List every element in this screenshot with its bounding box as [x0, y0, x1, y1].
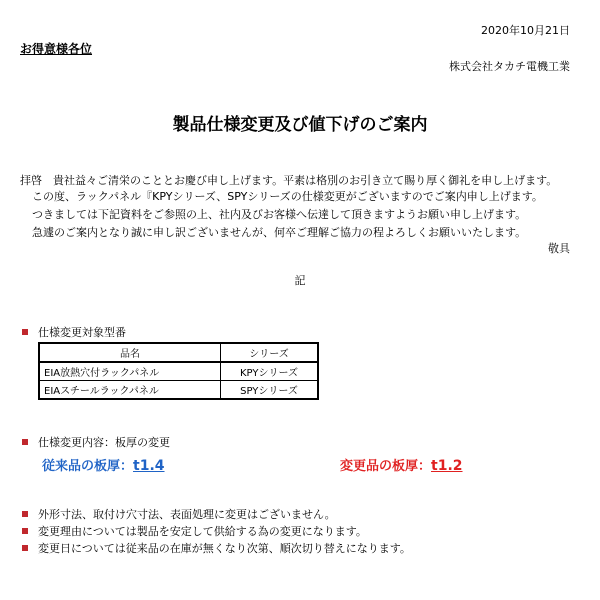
cell-series: SPYシリーズ: [221, 381, 319, 400]
note-text: 変更理由については製品を安定して供給する為の変更になります。: [38, 525, 367, 538]
closing: 敬具: [548, 242, 570, 255]
body-line-3: つきましては下記資料をご参照の上、社内及びお客様へ伝達して頂きますようお願い申し上げます。: [32, 208, 527, 221]
body-line-4: 急遽のご案内となり誠に申し訳ございませんが、何卒ご理解ご協力の程よろしくお願いいたします。: [32, 226, 527, 239]
cell-product-name: EIAスチールラックパネル: [39, 381, 221, 400]
document-date: 2020年10月21日: [481, 24, 570, 37]
note-item: [22, 506, 336, 522]
recipient: お得意様各位: [20, 42, 93, 56]
old-thickness: [42, 455, 165, 474]
section-target-models: [22, 324, 126, 340]
table-header-row: [39, 343, 318, 362]
old-thickness-label: 従来品の板厚：: [42, 459, 134, 474]
note-item: [22, 540, 411, 556]
note-item: [22, 523, 367, 539]
section-change-content: [22, 434, 170, 450]
bullet-square-icon: [22, 528, 28, 534]
greeting-line: 拝啓 貴社益々ご清栄のこととお慶び申し上げます。平素は格別のお引き立て賜り厚く御礼を申し上げます。: [20, 174, 558, 187]
cell-series: KPYシリーズ: [221, 362, 319, 381]
section-label: 仕様変更対象型番: [38, 326, 126, 339]
bullet-square-icon: [22, 511, 28, 517]
bullet-square-icon: [22, 439, 28, 445]
note-text: 外形寸法、取付け穴寸法、表面処理に変更はございません。: [38, 508, 336, 521]
new-thickness: [340, 455, 463, 474]
column-header-series: シリーズ: [221, 343, 319, 362]
table-row: [39, 362, 318, 381]
cell-product-name: EIA放熱穴付ラックパネル: [39, 362, 221, 381]
new-thickness-value: t1.2: [431, 458, 463, 474]
ki-mark: 記: [294, 274, 306, 287]
new-thickness-label: 変更品の板厚：: [340, 459, 432, 474]
table-row: [39, 381, 318, 400]
section-label: 仕様変更内容：板厚の変更: [38, 436, 170, 449]
bullet-square-icon: [22, 329, 28, 335]
bullet-square-icon: [22, 545, 28, 551]
company-name: 株式会社タカチ電機工業: [449, 60, 570, 73]
old-thickness-value: t1.4: [133, 458, 165, 474]
models-table: [38, 342, 319, 400]
column-header-name: 品名: [39, 343, 221, 362]
body-line-2: この度、ラックパネル『KPYシリーズ、SPYシリーズの仕様変更がございますのでご案内申し上げます。: [32, 190, 543, 203]
page-title: 製品仕様変更及び値下げのご案内: [172, 115, 428, 135]
note-text: 変更日については従来品の在庫が無くなり次第、順次切り替えになります。: [38, 542, 411, 555]
